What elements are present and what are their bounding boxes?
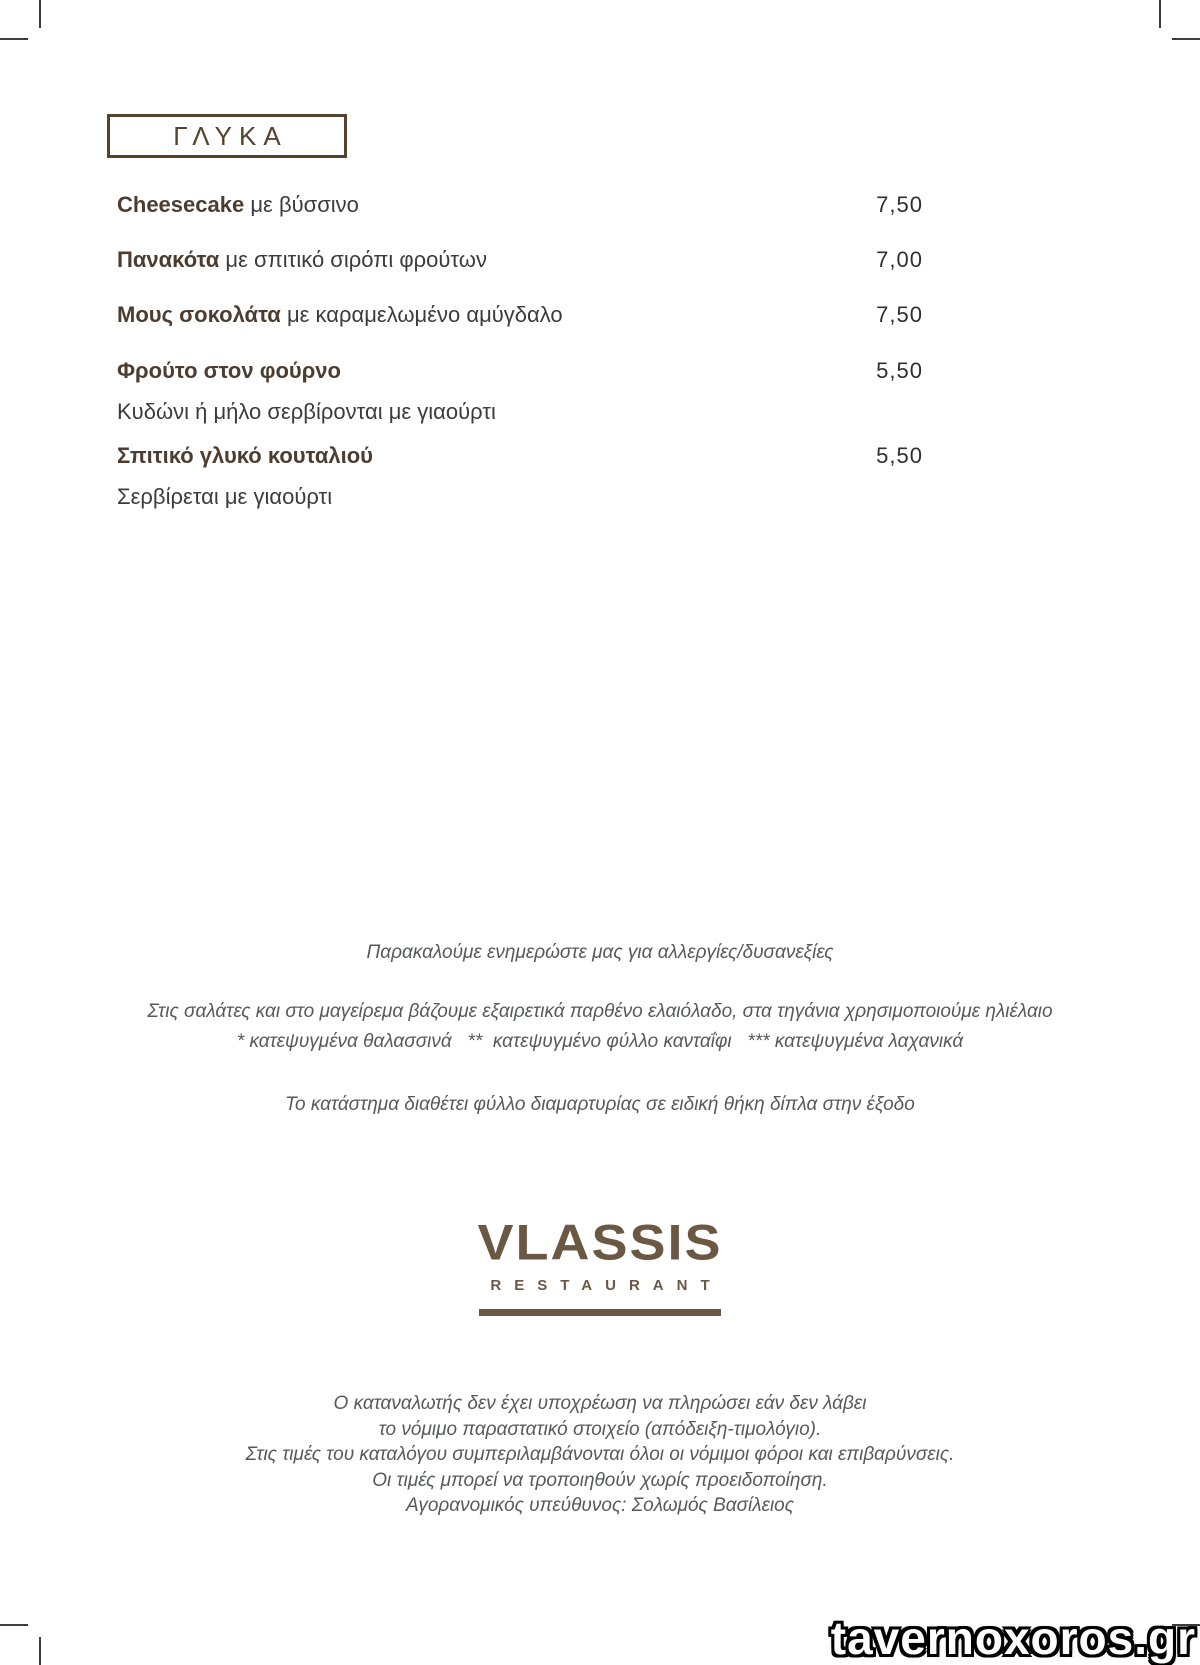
menu-item-text: [117, 302, 563, 328]
legal-footer: [0, 1391, 1200, 1519]
footer-line: το νόμιμο παραστατικό στοιχείο (απόδειξη-τιμολόγιο).: [378, 1418, 822, 1440]
menu-item-price: 7,00: [876, 247, 923, 272]
menu-item-row: [117, 358, 923, 425]
footer-line: Αγορανομικός υπεύθυνος: Σολωμός Βασίλειος: [405, 1495, 794, 1516]
menu-item-name: Cheesecake: [117, 192, 245, 217]
complaint-book-notice: Το κατάστημα διαθέτει φύλλο διαμαρτυρίας σε ειδική θήκη δίπλα στην έξοδο: [285, 1094, 915, 1115]
crop-mark-top-right-vertical: [1159, 0, 1161, 28]
frozen-items-notice: * κατεψυγμένα θαλασσινά ** κατεψυγμένο φύλλο κανταΐφι *** κατεψυγμένα λαχανικά: [236, 1031, 964, 1052]
menu-item-text: [117, 358, 341, 384]
menu-item-note: Κυδώνι ή μήλο σερβίρονται με γιαούρτι: [117, 399, 496, 424]
menu-item-note: Σερβίρεται με γιαούρτι: [117, 484, 333, 509]
oil-notice: Στις σαλάτες και στο μαγείρεμα βάζουμε εξαιρετικά παρθένο ελαιόλαδο, στα τηγάνια χρησιμοποιούμε ηλιέλαιο: [147, 1001, 1053, 1022]
section-title-box: [107, 114, 347, 158]
menu-item-text: [117, 443, 373, 469]
logo-underline-bar: [479, 1309, 721, 1316]
menu-item-text: [117, 247, 487, 273]
menu-item-line: [117, 302, 923, 328]
crop-mark-top-left-vertical: [39, 0, 41, 28]
logo-brand-text: VLASSIS: [477, 1215, 723, 1271]
menu-item-price: 7,50: [876, 302, 923, 327]
menu-item-name: Σπιτικό γλυκό κουταλιού: [117, 443, 373, 468]
menu-item-row: [117, 247, 923, 273]
footer-line: Ο καταναλωτής δεν έχει υποχρέωση να πληρώσει εάν δεν λάβει: [333, 1393, 867, 1414]
footer-line: Οι τιμές μπορεί να τροποιηθούν χωρίς προειδοποίηση.: [372, 1469, 828, 1491]
allergy-notice: Παρακαλούμε ενημερώστε μας για αλλεργίες/δυσανεξίες: [366, 942, 834, 963]
menu-item-row: [117, 443, 923, 510]
menu-item-row: [117, 302, 923, 328]
site-watermark: tavernoxoros.gr: [830, 1612, 1196, 1664]
menu-item-row: [117, 192, 923, 218]
crop-mark-bottom-left-vertical: [39, 1637, 41, 1665]
menu-item-desc: με βύσσινο: [250, 192, 359, 217]
crop-mark-top-left-horizontal: [0, 38, 28, 40]
menu-item-desc: με σπιτικό σιρόπι φρούτων: [225, 247, 487, 272]
menu-item-price: 5,50: [876, 443, 923, 468]
crop-mark-top-right-horizontal: [1172, 38, 1200, 40]
menu-item-text: [117, 192, 359, 218]
menu-item-line: [117, 247, 923, 273]
menu-item-price: 5,50: [876, 358, 923, 383]
logo-subtitle-text: RESTAURANT: [490, 1277, 723, 1294]
restaurant-logo: [0, 1216, 1200, 1316]
section-title: ΓΛΥΚΑ: [173, 120, 288, 151]
menu-item-price: 7,50: [876, 192, 923, 217]
footer-line: Στις τιμές του καταλόγου συμπεριλαμβάνονται όλοι οι νόμιμοι φόροι και επιβαρύνσεις.: [245, 1444, 955, 1465]
menu-item-desc: με καραμελωμένο αμύγδαλο: [286, 302, 563, 327]
crop-mark-bottom-left-horizontal: [0, 1624, 28, 1626]
menu-item-line: [117, 192, 923, 218]
menu-item-name: Φρούτο στον φούρνο: [117, 358, 341, 383]
menu-item-line: [117, 443, 923, 469]
menu-item-name: Μους σοκολάτα: [117, 302, 281, 327]
menu-item-line: [117, 358, 923, 384]
menu-item-name: Πανακότα: [117, 247, 220, 272]
